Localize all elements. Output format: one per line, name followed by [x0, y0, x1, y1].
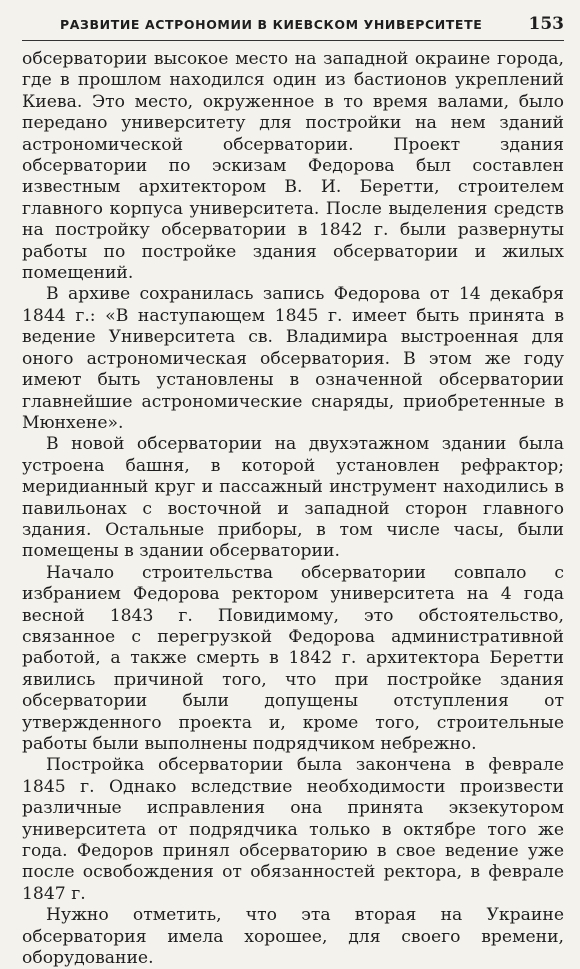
paragraph-4: Начало строительства обсерватории совпало с избранием Федорова ректором университета на 4 года весной 1843 г. Повидимому, это обстоятельство, связанное с перегрузкой Федорова административной работой, а также смерть в 1842 г. архитектора Беретти явились причиной того, что при постройке здания обсерватории были допущены отступления от утвержденного проекта и, кроме того, строительные работы были выполнены подрядчиком небрежно. [22, 562, 564, 754]
paragraph-2: В архиве сохранилась запись Федорова от 14 декабря 1844 г.: «В наступающем 1845 г. имеет быть принята в ведение Университета св. Владимира выстроенная для оного астрономическая обсерватория. В этом же году имеют быть установлены в означенной обсерватории главнейшие астрономические снаряды, приобретенные в Мюнхене». [22, 284, 564, 433]
running-title: РАЗВИТИЕ АСТРОНОМИИ В КИЕВСКОМ УНИВЕРСИТЕТЕ [60, 17, 483, 32]
running-head [22, 14, 564, 41]
paragraph-6: Нужно отметить, что эта вторая на Украине обсерватория имела хорошее, для своего времени, оборудование. [22, 905, 564, 969]
paragraph-1: обсерватории высокое место на западной окраине города, где в прошлом находился один из бастионов укреплений Киева. Это место, окруженное в то время валами, было передано университету для постройки на нем зданий астрономической обсерватории. Проект здания обсерватории по эскизам Федорова был составлен известным архитектором В. И. Беретти, строителем главного корпуса университета. После выделения средств на постройку обсерватории в 1842 г. были развернуты работы по постройке здания обсерватории и жилых помещений. [22, 49, 564, 284]
paragraph-3: В новой обсерватории на двухэтажном здании была устроена башня, в которой установлен рефрактор; меридианный круг и пассажный инструмент находились в павильонах с восточной и западной сторон главного здания. Остальные приборы, в том числе часы, были помещены в здании обсерватории. [22, 434, 564, 562]
paragraph-5: Постройка обсерватории была закончена в феврале 1845 г. Однако вследствие необходимости произвести различные исправления она принята экзекутором университета от подрядчика только в октябре того же года. Федоров принял обсерваторию в свое ведение уже после освобождения от обязанностей ректора, в феврале 1847 г. [22, 755, 564, 904]
page-number: 153 [528, 14, 564, 34]
body-text [22, 49, 564, 969]
